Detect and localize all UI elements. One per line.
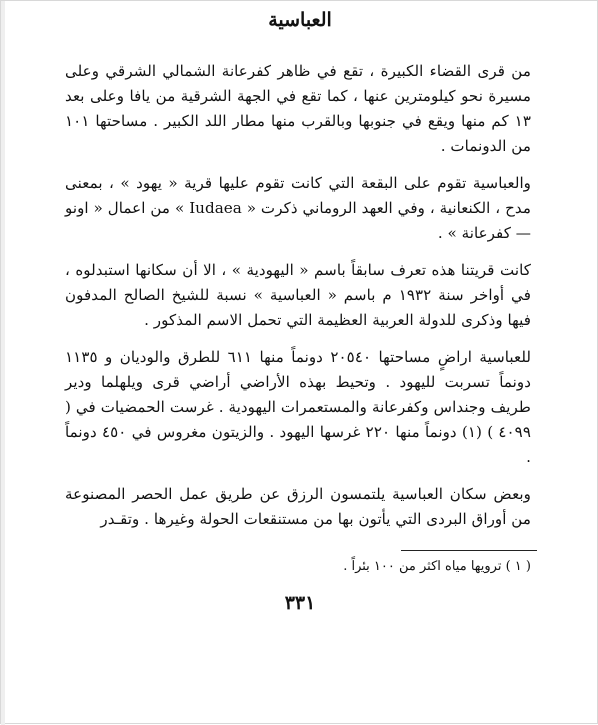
page-number: ٣٣١ xyxy=(284,592,316,614)
page-title: العباسية xyxy=(268,9,332,31)
scan-edge xyxy=(1,1,5,725)
footnote-divider xyxy=(401,550,537,551)
paragraph-history: والعباسية تقوم على البقعة التي كانت تقوم عليها قرية « يهود » ، بمعنى مدح ، الكنعانية ، وفي العهد الروماني ذكرت « Iudaea » من اعمال « اونو — كفرعانة » . xyxy=(65,174,531,242)
paragraph-lands: للعباسية اراضٍ مساحتها ٢٠٥٤٠ دونماً منها ٦١١ للطرق والوديان و ١١٣٥ دونماً تسربت لليهود . وتحيط بهذه الأراضي أراضي قرى ويلهلما ودير طريف وجنداس وكفرعانة والمستعمرات اليهودية . غرست الحمضيات في ( ٤٠٩٩ ) (١) دونماً منها ٢٢٠ غرسها اليهود . والزيتون مغروس في ٤٥٠ دونماً . xyxy=(65,348,531,466)
paragraph-name-change: كانت قريتنا هذه تعرف سابقاً باسم « اليهودية » ، الا أن سكانها استبدلوه ، في أواخر سنة ١٩٣٢ م باسم « العباسية » نسبة للشيخ الصالح المدفون فيها وذكرى للدولة العربية العظيمة التي تحمل الاسم المذكور . xyxy=(65,261,531,329)
body-text xyxy=(65,59,531,544)
paragraph-livelihood: وبعض سكان العباسية يلتمسون الرزق عن طريق عمل الحصر المصنوعة من أوراق البردى التي يأتون بها من مستنقعات الحولة وغيرها . وتقـدر xyxy=(65,485,531,528)
paragraph-location: من قرى القضاء الكبيرة ، تقع في ظاهر كفرعانة الشمالي الشرقي وعلى مسيرة نحو كيلومترين عنها ، كما تقع في الجهة الشرقية من يافا وعلى بعد ١٣ كم منها ويقع في جنوبها وبالقرب منها مطار اللد الكبير . مساحتها ١٠١ من الدونمات . xyxy=(65,62,531,155)
footnote: ( ١ ) ترويها مياه اكثر من ١٠٠ بئراً . xyxy=(343,559,531,574)
